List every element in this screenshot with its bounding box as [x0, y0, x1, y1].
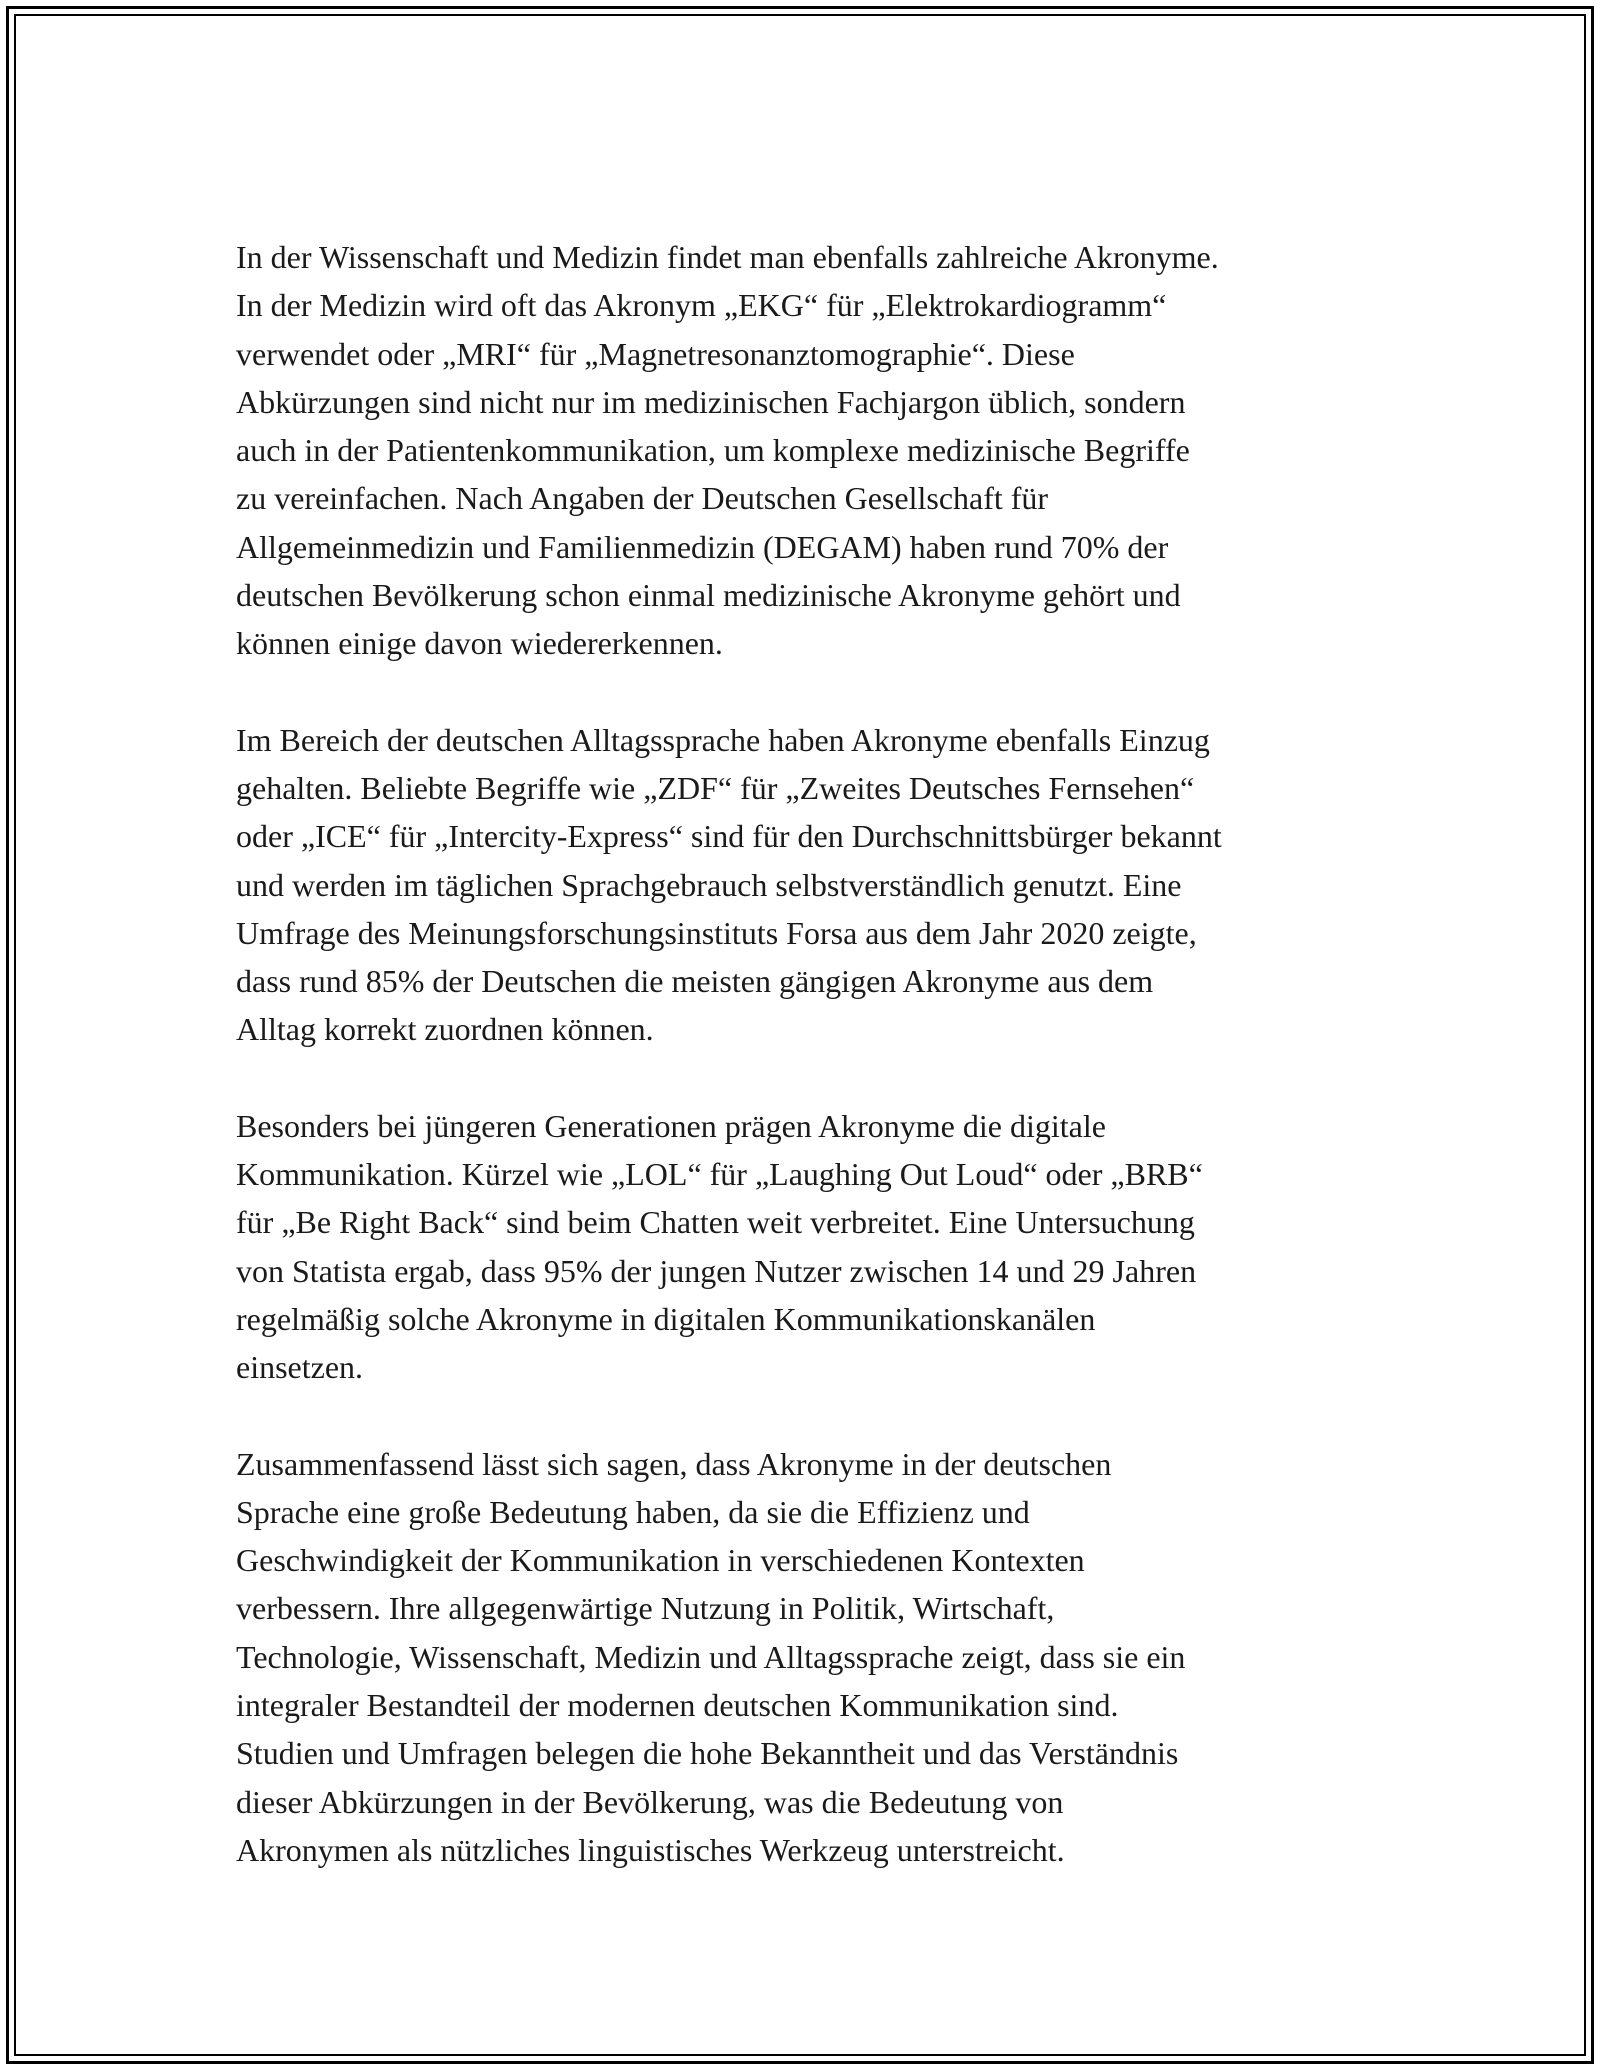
paragraph-medicine: In der Wissenschaft und Medizin findet man ebenfalls zahlreiche Akronyme. In der Medizin wird oft das Akronym „EKG“ für „Elektrokardiogramm“ verwendet oder „MRI“ für „Magnetresonanztomographie“. Diese Abkürzungen sind nicht nur im medizinischen Fachjargon üblich, sondern auch in der Patientenkommunikation, um komplexe medizinische Begriffe zu vereinfachen. Nach Angaben der Deutschen Gesellschaft für Allgemeinmedizin und Familienmedizin (DEGAM) haben rund 70% der deutschen Bevölkerung schon einmal medizinische Akronyme gehört und können einige davon wiedererkennen. [236, 239, 1219, 662]
paragraph-everyday-language: Im Bereich der deutschen Alltagssprache haben Akronyme ebenfalls Einzug gehalten. Beliebte Begriffe wie „ZDF“ für „Zweites Deutsches Fernsehen“ oder „ICE“ für „Intercity-Express“ sind für den Durchschnittsbürger bekannt und werden im täglichen Sprachgebrauch selbstverständlich genutzt. Eine Umfrage des Meinungsforschungsinstituts Forsa aus dem Jahr 2020 zeigte, dass rund 85% der Deutschen die meisten gängigen Akronyme aus dem Alltag korrekt zuordnen können. [236, 721, 1222, 1048]
document-body [236, 233, 1386, 1922]
paragraph-digital-communication: Besonders bei jüngeren Generationen prägen Akronyme die digitale Kommunikation. Kürzel wie „LOL“ für „Laughing Out Loud“ oder „BRB“ für „Be Right Back“ sind beim Chatten weit verbreitet. Eine Untersuchung von Statista ergab, dass 95% der jungen Nutzer zwischen 14 und 29 Jahren regelmäßig solche Akronyme in digitalen Kommunikationskanälen einsetzen. [236, 1107, 1203, 1386]
paragraph-conclusion: Zusammenfassend lässt sich sagen, dass Akronyme in der deutschen Sprache eine große Bedeutung haben, da sie die Effizienz und Geschwindigkeit der Kommunikation in verschiedenen Kontexten verbessern. Ihre allgegenwärtige Nutzung in Politik, Wirtschaft, Technologie, Wissenschaft, Medizin und Alltagssprache zeigt, dass sie ein integraler Bestandteil der modernen deutschen Kommunikation sind. Studien und Umfragen belegen die hohe Bekanntheit und das Verständnis dieser Abkürzungen in der Bevölkerung, was die Bedeutung von Akronymen als nützliches linguistisches Werkzeug unterstreicht. [236, 1445, 1186, 1868]
